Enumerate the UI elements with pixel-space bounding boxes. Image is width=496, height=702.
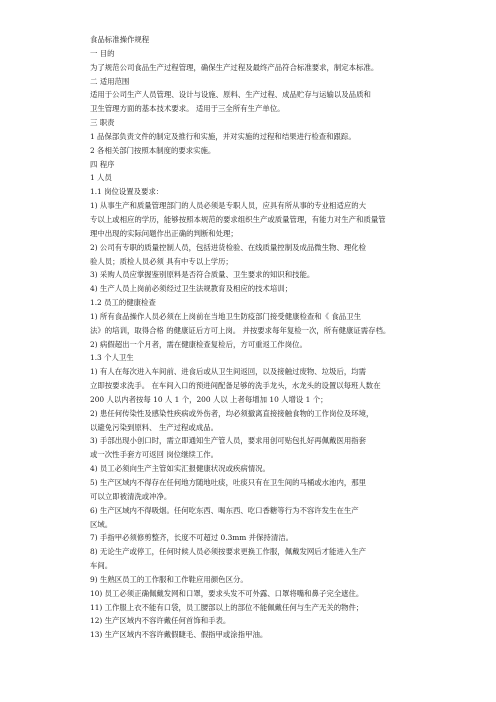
text-line: 三 职责 <box>90 118 115 128</box>
text-line: 2) 病假超出一个月者，需在健康检查复检后，方可重返工作岗位。 <box>90 339 307 349</box>
text-line: 1.1 岗位设置及要求： <box>90 187 164 197</box>
text-line: 或一次性手套方可返回 岗位继续工作。 <box>90 450 218 460</box>
text-line: 4) 生产人员上岗前必须经过卫生法规教育及相应的技术培训； <box>90 284 293 294</box>
text-line: 卫生管理方面的基本技术要求。 适用于三全所有生产单位。 <box>90 104 285 114</box>
text-line: 法》的培训，取得合格 的健康证后方可上岗。 并按要求每年复检一次，所有健康证需存档。 <box>90 325 391 335</box>
text-line: 验人员；质检人员必须 具有中专以上学历； <box>90 256 233 266</box>
text-line: 3) 手部出现小创口时，需立即通知生产管人员，要求用创可贴包扎好再佩戴医用指套 <box>90 436 367 446</box>
text-line: 12) 生产区域内不容许戴任何首饰和手表。 <box>90 616 231 626</box>
text-line: 10) 员工必须正确佩戴发网和口罩，要求头发不可外露、口罩将嘴和鼻子完全遮住。 <box>90 588 364 598</box>
text-line: 适用于公司生产人员管理、设计与设施、原料、生产过程、成品贮存与运输以及品质和 <box>90 90 371 100</box>
text-line: 200 人以内者按每 10 人 1 个，200 人以 上者每增加 10 人增设 1 个； <box>90 394 328 404</box>
text-line: 9) 生熟区员工的工作服和工作鞋应用颜色区分。 <box>90 574 248 584</box>
text-line: 区域。 <box>90 519 113 529</box>
text-line: 立即按要求洗手。 在车间入口的预进间配备足够的洗手龙头，水龙头的设置以每班人数在 <box>90 381 381 391</box>
text-line: 1.3 个人卫生 <box>90 353 134 363</box>
text-line: 以避免污染到原料、 生产过程或成品。 <box>90 422 218 432</box>
text-line: 2) 公司有专职的质量控制人员，包括进货检验、在线质量控制及成品微生物、理化检 <box>90 242 367 252</box>
text-line: 专以上或相应的学历，能够按照本规范的要求组织生产或质量管理，有能力对生产和质量管 <box>90 214 386 224</box>
text-line: 1 人员 <box>90 173 112 183</box>
text-line: 11) 工作服上衣不能有口袋，员工腰部以上的部位不能佩戴任何与生产无关的物件； <box>90 602 364 612</box>
document-body <box>90 33 420 642</box>
text-line: 可以立即被清洗或冲净。 <box>90 491 172 501</box>
text-line: 理中出现的实际问题作出正确的判断和处理； <box>90 228 238 238</box>
text-line: 2) 患任何传染性及感染性疾病或外伤者，均必须撤离直接接触食物的工作岗位及环境， <box>90 408 374 418</box>
text-line: 1) 有人在每次进入车间前、进食后或从卫生间返回，以及接触过废物、垃圾后，均需 <box>90 367 367 377</box>
text-line: 4) 员工必须向生产主管如实汇报健康状况或疾病情况。 <box>90 464 270 474</box>
text-line: 1) 从事生产和质量管理部门的人员必须是专职人员，应具有所从事的专业相适应的大 <box>90 201 367 211</box>
text-line: 1 品保部负责文件的制定及推行和实施，并对实施的过程和结果进行检查和跟踪。 <box>90 131 356 141</box>
text-line: 四 程序 <box>90 159 115 169</box>
text-line: 为了规范公司食品生产过程管理，确保生产过程及最终产品符合标准要求，制定本标准。 <box>90 62 379 72</box>
document-title: 食品标准操作规程 <box>90 35 150 44</box>
text-line: 7) 手指甲必须修剪整齐，长度不可超过 0.3mm 并保持清洁。 <box>90 533 293 543</box>
text-line: 2 各相关部门按照本制度的要求实施。 <box>90 145 216 155</box>
text-line: 5) 生产区域内不得存在任何地方随地吐痰，吐痰只有在卫生间的马桶或水池内，那里 <box>90 478 367 487</box>
text-line: 车间。 <box>90 561 113 571</box>
text-line: 一 目的 <box>90 48 115 58</box>
text-line: 13) 生产区域内不容许戴假睫毛、假指甲或涂指甲油。 <box>90 630 268 640</box>
text-line: 6) 生产区域内不得吸烟。任何吃东西、喝东西、吃口香糖等行为不容许发生在生产 <box>90 505 359 515</box>
text-line: 8) 无论生产或停工，任何时候人员必须按要求更换工作服，佩戴发网后才能进入生产 <box>90 547 367 557</box>
text-line: 1) 所有食品操作人员必须在上岗前在当地卫生防疫部门接受健康检查和《 食品卫生 <box>90 311 361 321</box>
document-lines <box>90 47 420 642</box>
text-line: 二 适用范围 <box>90 76 130 86</box>
text-line: 1.2 员工的健康检查 <box>90 298 156 308</box>
text-line: 3) 采购人员应掌握鉴别原料是否符合质量、卫生要求的知识和技能。 <box>90 270 315 280</box>
